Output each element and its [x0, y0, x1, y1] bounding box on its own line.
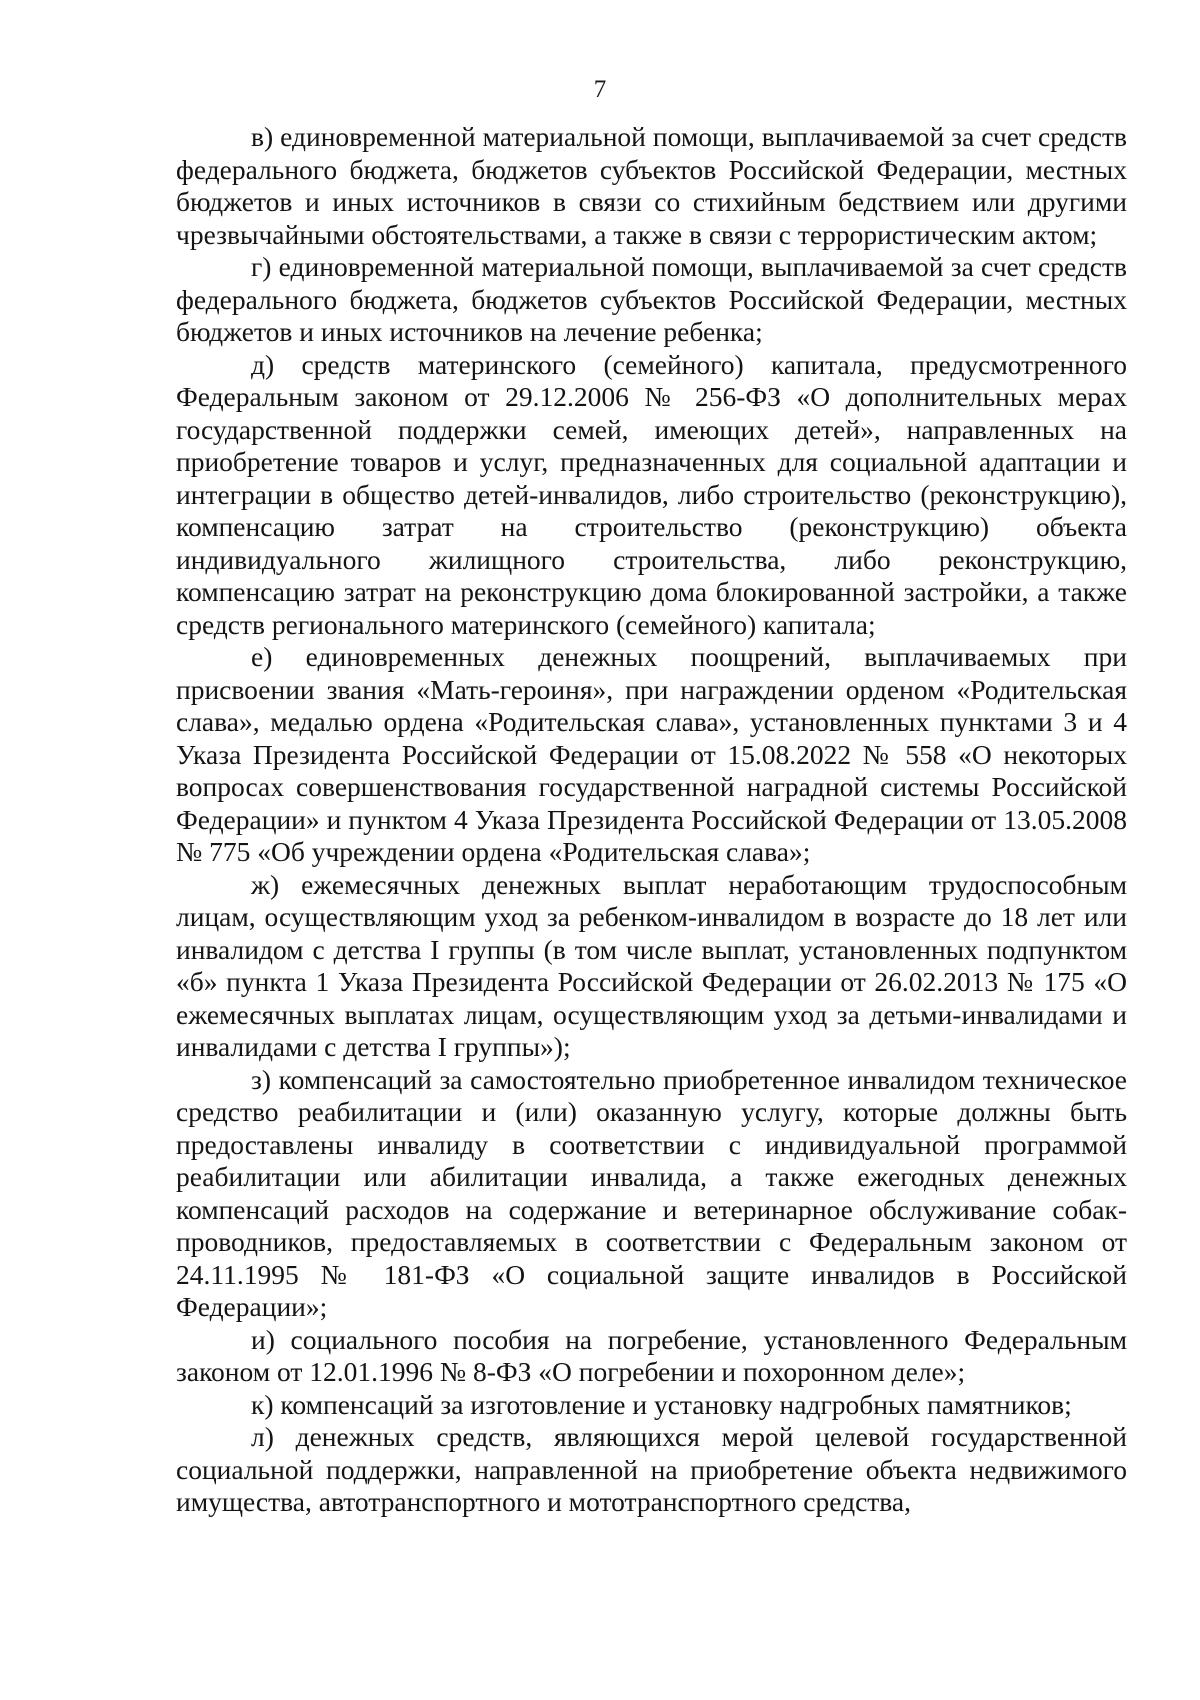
paragraph-i: и) социального пособия на погребение, установленного Федеральным законом от 12.01.1996 № 8-ФЗ «О погребении и похоронном деле»;	[176, 1323, 1127, 1387]
paragraph-v: в) единовременной материальной помощи, выплачиваемой за счет средств федерального бюджета, бюджетов субъектов Российской Федерации, местных бюджетов и иных источников в связи со стихийным бедствием или другими чрезвычайными обстоятельствами, а также в связи с террористическим актом;	[176, 121, 1127, 250]
paragraph-d: д) средств материнского (семейного) капитала, предусмотренного Федеральным законом от 29.12.2006 № 256-ФЗ «О дополнительных мерах государственной поддержки семей, имеющих детей», направленных на приобретение товаров и услуг, предназначенных для социальной адаптации и интеграции в общество детей-инвалидов, либо строительство (реконструкцию), компенсацию затрат на строительство (реконструкцию) объекта индивидуального жилищного строительства, либо реконструкцию, компенсацию затрат на реконструкцию дома блокированной застройки, а также средств регионального материнского (семейного) капитала;	[176, 348, 1127, 640]
paragraph-k: к) компенсаций за изготовление и установку надгробных памятников;	[251, 1388, 1072, 1420]
paragraph-z: з) компенсаций за самостоятельно приобретенное инвалидом техническое средство реабилитации и (или) оказанную услугу, которые должны быть предоставлены инвалиду в соответствии с индивидуальной программой реабилитации или абилитации инвалида, а также ежегодных денежных компенсаций расходов на содержание и ветеринарное обслуживание собак-проводников, предоставляемых в соответствии с Федеральным законом от 24.11.1995 № 181-ФЗ «О социальной защите инвалидов в Российской Федерации»;	[176, 1063, 1127, 1322]
paragraph-l: л) денежных средств, являющихся мерой целевой государственной социальной поддержки, направленной на приобретение объекта недвижимого имущества, автотранспортного и мототранспортного средства,	[176, 1421, 1127, 1517]
document-body	[176, 121, 1127, 1519]
paragraph-zh: ж) ежемесячных денежных выплат неработающим трудоспособным лицам, осуществляющим уход за ребенком-инвалидом в возрасте до 18 лет или инвалидом с детства I группы (в том числе выплат, установленных подпунктом «б» пункта 1 Указа Президента Российской Федерации от 26.02.2013 № 175 «О ежемесячных выплатах лицам, осуществляющим уход за детьми-инвалидами и инвалидами с детства I группы»);	[176, 868, 1127, 1062]
page-number: 7	[593, 76, 607, 103]
paragraph-e: е) единовременных денежных поощрений, выплачиваемых при присвоении звания «Мать-героиня», при награждении орденом «Родительская слава», медалью ордена «Родительская слава», установленных пунктами 3 и 4 Указа Президента Российской Федерации от 15.08.2022 № 558 «О некоторых вопросах совершенствования государственной наградной системы Российской Федерации» и пунктом 4 Указа Президента Российской Федерации от 13.05.2008 № 775 «Об учреждении ордена «Родительская слава»;	[176, 641, 1127, 867]
paragraph-g: г) единовременной материальной помощи, выплачиваемой за счет средств федерального бюджета, бюджетов субъектов Российской Федерации, местных бюджетов и иных источников на лечение ребенка;	[176, 251, 1127, 347]
